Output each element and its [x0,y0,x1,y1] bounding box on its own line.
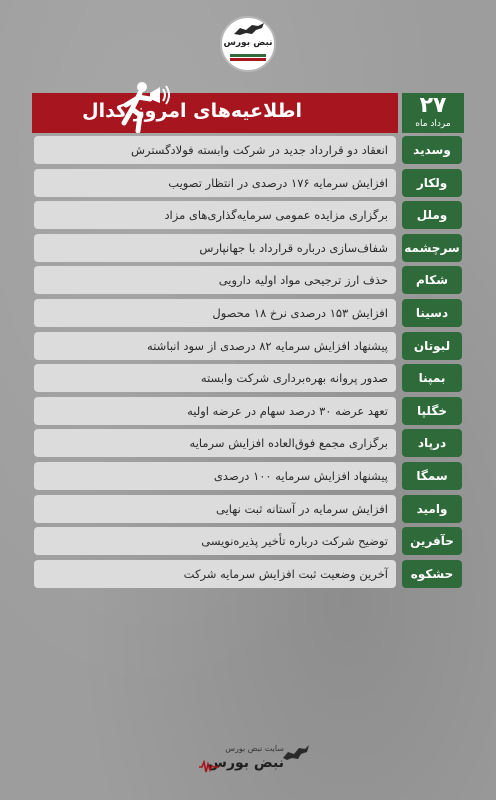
announcement-text: توضیح شرکت درباره تأخیر پذیره‌نویسی [34,527,396,555]
stock-symbol: سمگا [402,462,462,490]
logo-green-stripe [230,54,266,57]
list-item[interactable] [32,201,464,229]
list-item[interactable] [32,169,464,197]
list-item[interactable] [32,299,464,327]
stock-symbol: خگلپا [402,397,462,425]
page-title: اطلاعیه‌های امروز کدال [82,100,302,122]
list-item[interactable] [32,136,464,164]
announcement-text: حذف ارز ترجیحی مواد اولیه دارویی [34,266,396,294]
list-item[interactable] [32,332,464,360]
announcement-text: پیشنهاد افزایش سرمایه ۸۲ درصدی از سود انباشته [34,332,396,360]
footer-brand [190,744,310,784]
title-bar [32,93,398,133]
header [32,93,464,133]
announcement-list [32,136,464,592]
list-item[interactable] [32,266,464,294]
footer-site-name: سایت نبض بورس [225,744,284,753]
list-item[interactable] [32,560,464,588]
stock-symbol: سرچشمه [402,234,462,262]
stock-symbol: حآفرین [402,527,462,555]
list-item[interactable] [32,364,464,392]
list-item[interactable] [32,397,464,425]
stock-symbol: لبوتان [402,332,462,360]
announcement-text: تعهد عرضه ۳۰ درصد سهام در عرضه اولیه [34,397,396,425]
logo-red-stripe [230,58,266,61]
announcement-text: آخرین وضعیت ثبت افزایش سرمایه شرکت [34,560,396,588]
stock-symbol: حشکوه [402,560,462,588]
announcement-text: صدور پروانه بهره‌برداری شرکت وابسته [34,364,396,392]
announcement-text: برگزاری مجمع فوق‌العاده افزایش سرمایه [34,429,396,457]
brand-logo-text: نبض بورس [223,38,273,48]
list-item[interactable] [32,462,464,490]
announcement-text: شفاف‌سازی درباره قرارداد با جهانپارس [34,234,396,262]
announcement-text: پیشنهاد افزایش سرمایه ۱۰۰ درصدی [34,462,396,490]
bull-icon [282,744,310,764]
stock-symbol: دسینا [402,299,462,327]
announcement-text: انعقاد دو قرارداد جدید در شرکت وابسته فولادگسترش [34,136,396,164]
list-item[interactable] [32,527,464,555]
date-month: مرداد ماه [415,119,451,129]
stock-symbol: بمپنا [402,364,462,392]
footer-logo-text: نبض بورس [207,755,284,771]
stock-symbol: درپاد [402,429,462,457]
date-day: ۲۷ [419,93,447,118]
brand-logo [220,16,276,72]
announcement-text: برگزاری مزایده عمومی سرمایه‌گذاری‌های مزاد [34,201,396,229]
list-item[interactable] [32,234,464,262]
stock-symbol: وسدید [402,136,462,164]
list-item[interactable] [32,429,464,457]
stock-symbol: وملل [402,201,462,229]
date-badge [402,93,464,133]
sound-wave-icon [198,760,220,774]
bull-icon [232,22,266,38]
list-item[interactable] [32,495,464,523]
stock-symbol: وامید [402,495,462,523]
announcement-text: افزایش ۱۵۳ درصدی نرخ ۱۸ محصول [34,299,396,327]
stock-symbol: شکام [402,266,462,294]
stock-symbol: ولکار [402,169,462,197]
announcement-text: افزایش سرمایه ۱۷۶ درصدی در انتظار تصویب [34,169,396,197]
announcement-text: افزایش سرمایه در آستانه ثبت نهایی [34,495,396,523]
